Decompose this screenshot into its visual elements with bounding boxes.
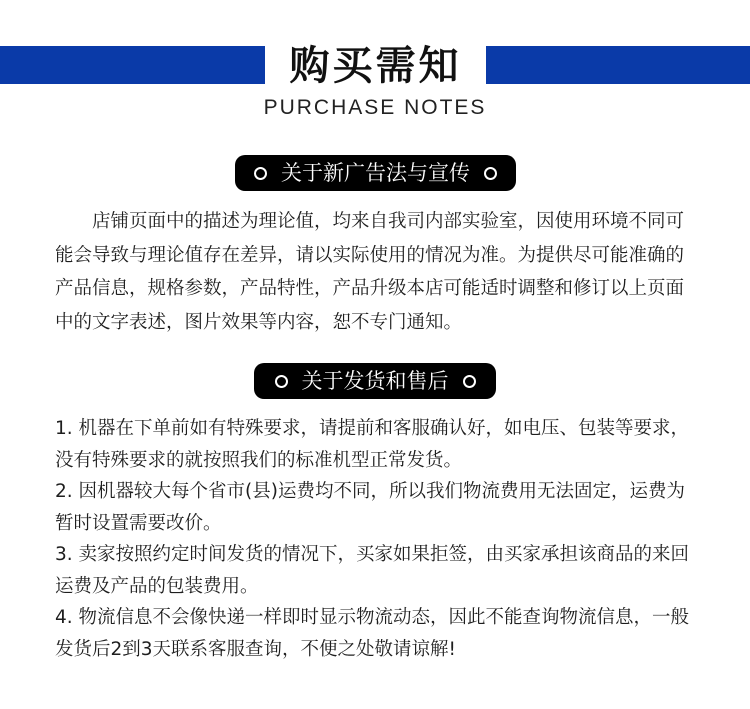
section-heading-label: 关于发货和售后 [301,369,449,393]
ring-bullet-icon [463,375,476,388]
shipping-notes-list [55,413,700,665]
list-item: 4. 物流信息不会像快递一样即时显示物流动态，因此不能查询物流信息，一般发货后2到3天联系客服查询，不便之处敬请谅解! [55,607,690,660]
ring-bullet-icon [254,167,267,180]
list-item: 3. 卖家按照约定时间发货的情况下，买家如果拒签，由买家承担该商品的来回运费及产品的包装费用。 [55,544,690,597]
section-heading-label: 关于新广告法与宣传 [281,161,470,185]
section-heading-shipping [254,363,496,399]
ring-bullet-icon [275,375,288,388]
list-item: 2. 因机器较大每个省市(县)运费均不同，所以我们物流费用无法固定，运费为暂时设置需要改价。 [55,481,685,534]
advertising-notice-paragraph: 店铺页面中的描述为理论值，均来自我司内部实验室，因使用环境不同可能会导致与理论值存在差异，请以实际使用的情况为准。为提供尽可能准确的产品信息，规格参数，产品特性，产品升级本店可能适时调整和修订以上页面中的文字表述，图片效果等内容，恕不专门通知。 [55,211,685,333]
header-band-right [486,46,750,84]
page-subtitle: PURCHASE NOTES [263,96,487,119]
section-heading-advertising [235,155,516,191]
list-item: 1. 机器在下单前如有特殊要求，请提前和客服确认好，如电压、包装等要求，没有特殊要求的就按照我们的标准机型正常发货。 [55,418,690,471]
header-band-left [0,46,265,84]
ring-bullet-icon [484,167,497,180]
page-title: 购买需知 [289,43,462,89]
